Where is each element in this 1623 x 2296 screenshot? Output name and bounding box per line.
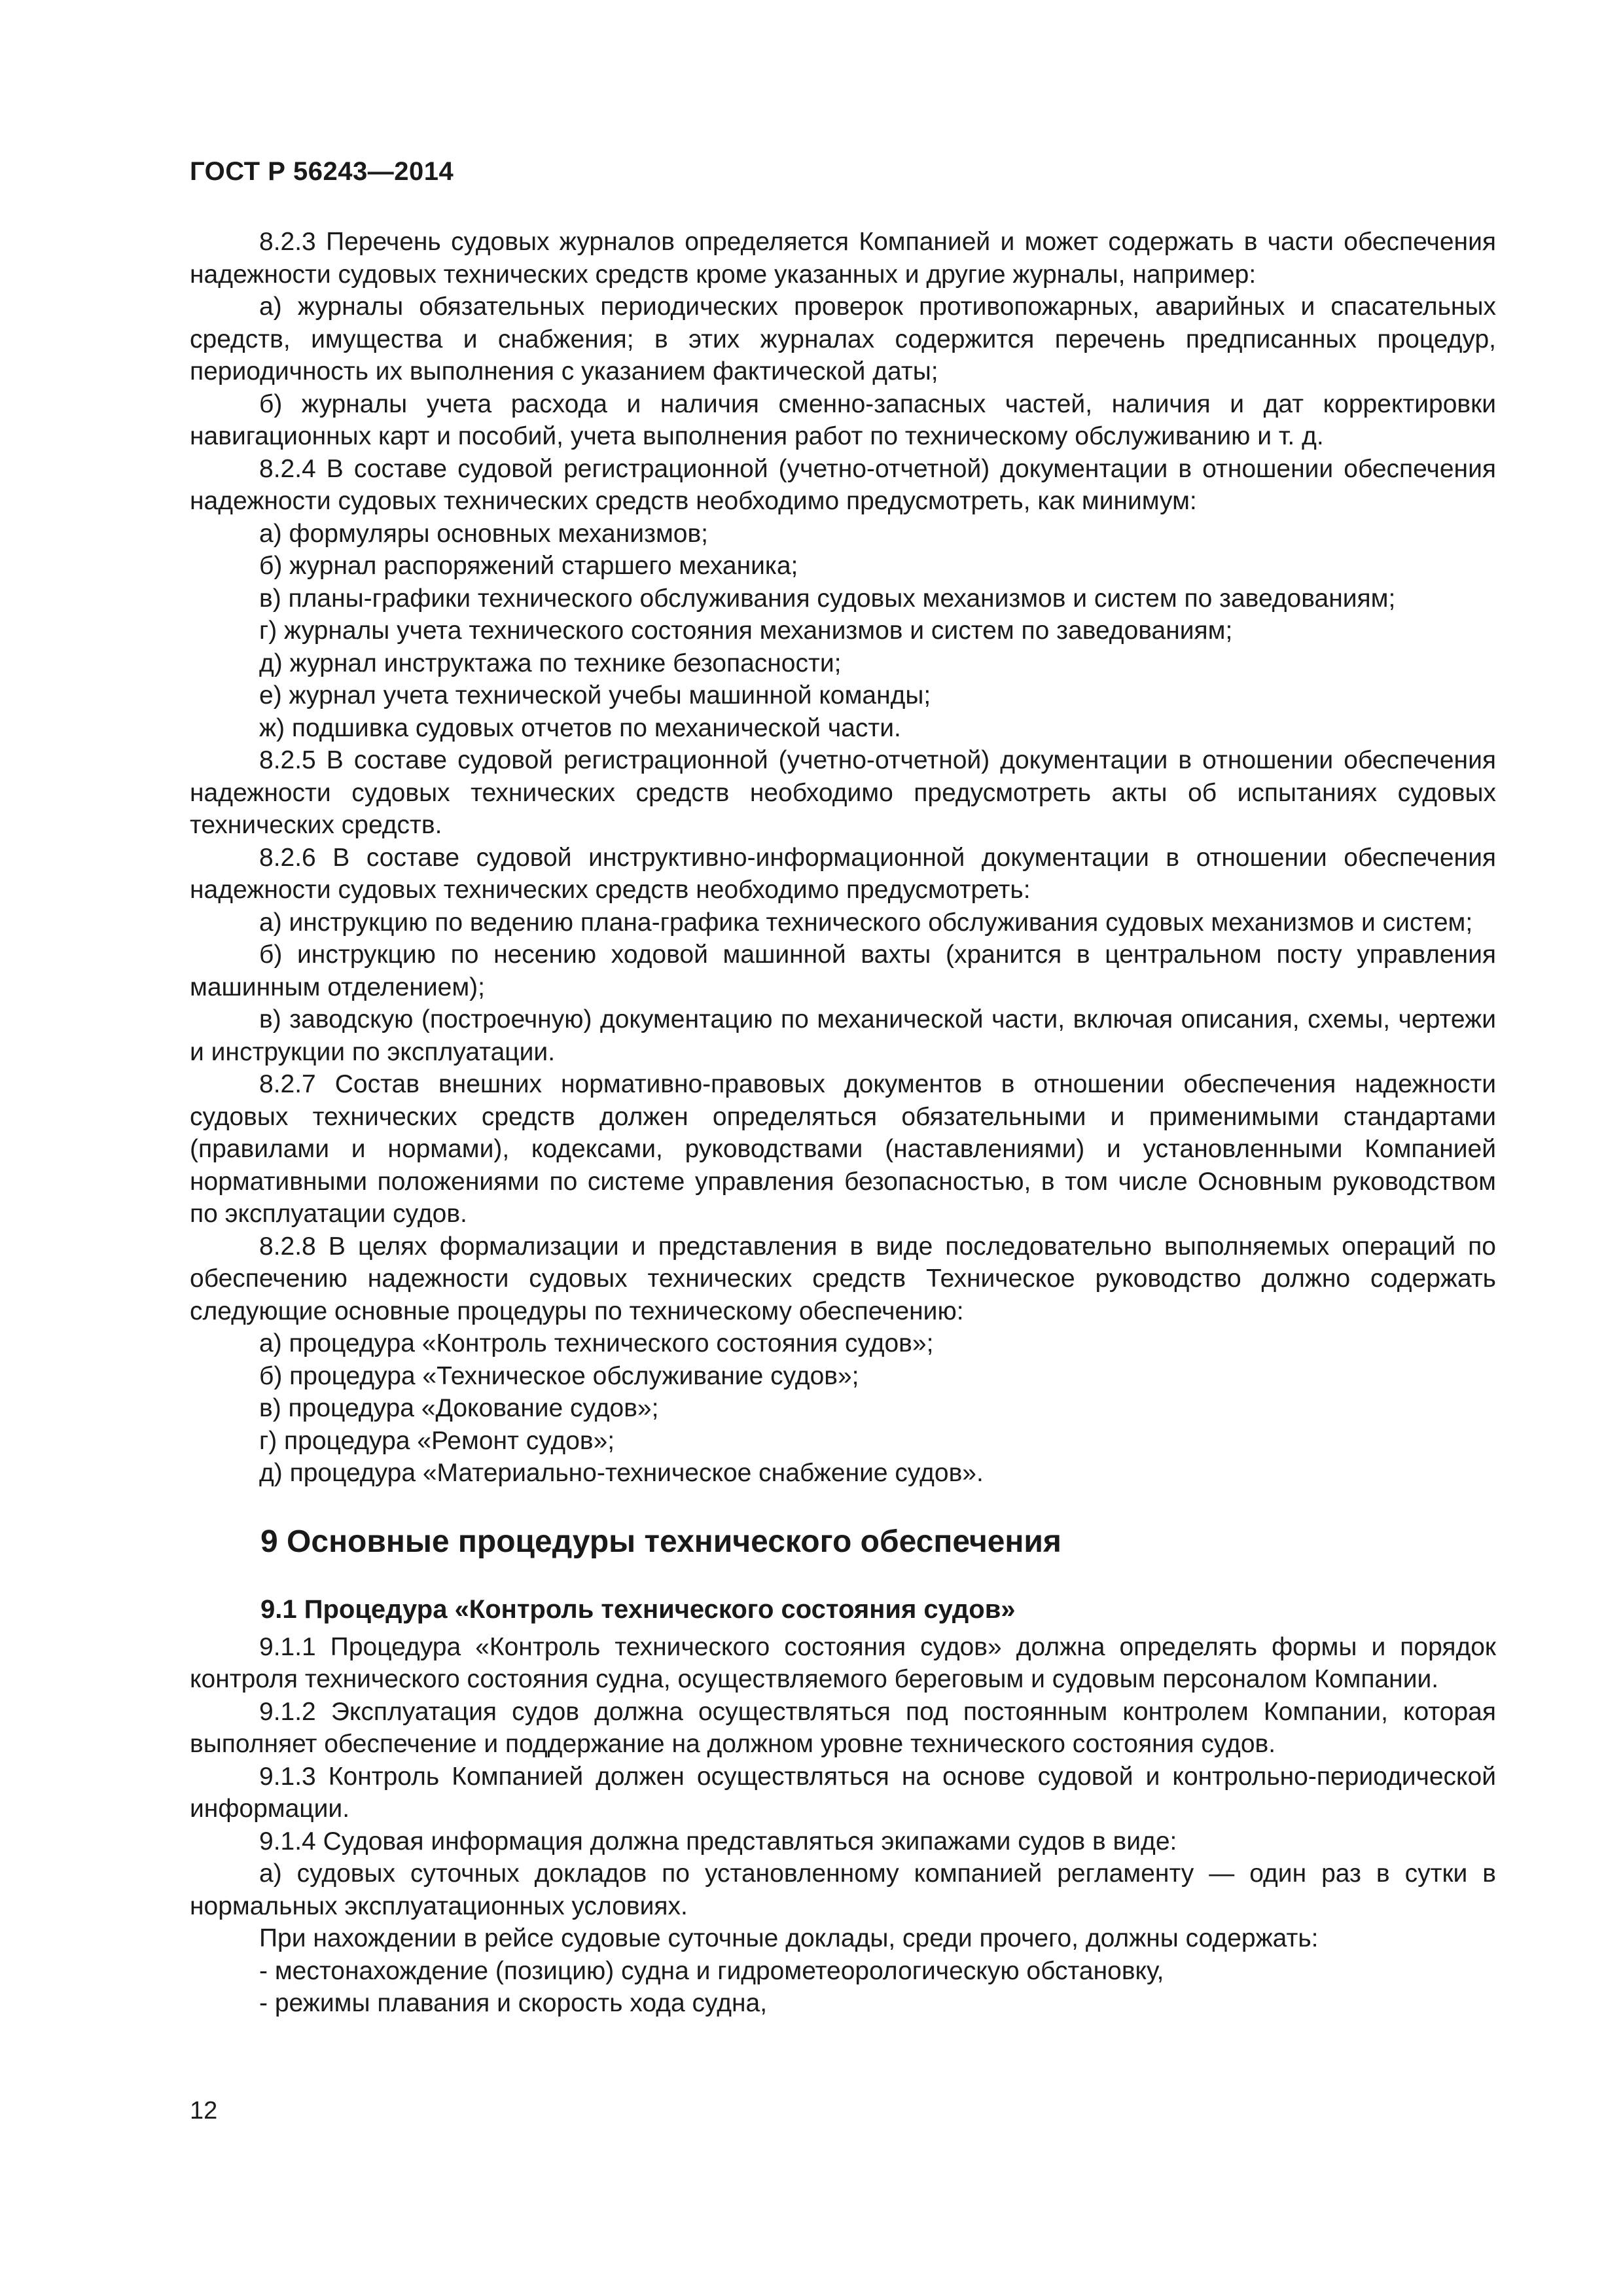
list-item: г) журналы учета технического состояния механизмов и систем по заведованиям; xyxy=(259,617,1233,645)
paragraph: 8.2.8 В целях формализации и представления в виде последовательно выполняемых операций по обеспечению надежности судовых технических средств Техническое руководство должно содержать следующие основные процедуры по техническому обеспечению: xyxy=(190,1232,1496,1325)
list-item: а) журналы обязательных периодических проверок противопожарных, аварийных и спасательных средств, имущества и снабжения; в этих журналах содержится перечень предписанных процедур, периодичность их выполнения с указанием фактической даты; xyxy=(190,293,1496,386)
list-item: а) процедура «Контроль технического состояния судов»; xyxy=(259,1329,934,1357)
page-number: 12 xyxy=(190,2097,218,2125)
section-heading: 9 Основные процедуры технического обеспечения xyxy=(260,1524,1061,1559)
paragraph: 8.2.5 В составе судовой регистрационной (учетно-отчетной) документации в отношении обеспечения надежности судовых технических средств необходимо предусмотреть акты об испытаниях судовых технических средств. xyxy=(190,746,1496,839)
list-item: а) инструкцию по ведению плана-графика технического обслуживания судовых механизмов и систем; xyxy=(259,908,1473,937)
list-item: б) инструкцию по несению ходовой машинной вахты (хранится в центральном посту управления машинным отделением); xyxy=(190,941,1496,1001)
list-item: а) формуляры основных механизмов; xyxy=(259,519,709,548)
list-item: г) процедура «Ремонт судов»; xyxy=(259,1426,615,1455)
list-item: е) журнал учета технической учебы машинной команды; xyxy=(259,681,931,709)
document-header-title: ГОСТ Р 56243—2014 xyxy=(190,157,454,186)
dash-list-item: - местонахождение (позицию) судна и гидрометеорологическую обстановку, xyxy=(259,1956,1164,1985)
paragraph: 8.2.6 В составе судовой инструктивно-информационной документации в отношении обеспечения надежности судовых технических средств необходимо предусмотреть: xyxy=(190,843,1496,904)
list-item: б) процедура «Техническое обслуживание судов»; xyxy=(259,1361,859,1390)
paragraph: При нахождении в рейсе судовые суточные доклады, среди прочего, должны содержать: xyxy=(259,1924,1319,1952)
list-item: ж) подшивка судовых отчетов по механической части. xyxy=(259,713,901,742)
list-item: в) процедура «Докование судов»; xyxy=(259,1394,659,1422)
list-item: в) планы-графики технического обслуживания судовых механизмов и систем по заведованиям; xyxy=(259,584,1396,613)
list-item: б) журнал распоряжений старшего механика; xyxy=(259,552,798,580)
list-item: д) журнал инструктажа по технике безопасности; xyxy=(259,649,842,677)
paragraph: 9.1.2 Эксплуатация судов должна осуществляться под постоянным контролем Компании, которая выполняет обеспечение и поддержание на должном уровне технического состояния судов. xyxy=(190,1697,1496,1758)
list-item: д) процедура «Материально-техническое снабжение судов». xyxy=(259,1459,984,1487)
paragraph: 9.1.4 Судовая информация должна представляться экипажами судов в виде: xyxy=(259,1827,1177,1856)
paragraph: 8.2.7 Состав внешних нормативно-правовых документов в отношении обеспечения надежности судовых технических средств должен определяться обязательными и применимыми стандартами (правилами и нормами), кодексами, руководствами (наставлениями) и установленными Компанией нормативными положениями по системе управления безопасностью, в том числе Основным руководством по эксплуатации судов. xyxy=(190,1070,1496,1228)
paragraph: 8.2.3 Перечень судовых журналов определяется Компанией и может содержать в части обеспечения надежности судовых технических средств кроме указанных и другие журналы, например: xyxy=(190,228,1496,289)
paragraph: 9.1.1 Процедура «Контроль технического состояния судов» должна определять формы и порядок контроля технического состояния судна, осуществляемого береговым и судовым персоналом Компании. xyxy=(190,1632,1496,1693)
page-content xyxy=(190,226,1496,2020)
paragraph: 9.1.3 Контроль Компанией должен осуществляться на основе судовой и контрольно-периодической информации. xyxy=(190,1762,1496,1823)
dash-list-item: - режимы плавания и скорость хода судна, xyxy=(259,1989,768,2017)
list-item: в) заводскую (построечную) документацию по механической части, включая описания, схемы, чертежи и инструкции по эксплуатации. xyxy=(190,1005,1496,1066)
subsection-heading: 9.1 Процедура «Контроль технического состояния судов» xyxy=(260,1594,1016,1624)
list-item: б) журналы учета расхода и наличия сменно-запасных частей, наличия и дат корректировки навигационных карт и пособий, учета выполнения работ по техническому обслуживанию и т. д. xyxy=(190,389,1496,450)
list-item: а) судовых суточных докладов по установленному компанией регламенту — один раз в сутки в нормальных эксплуатационных условиях. xyxy=(190,1859,1496,1920)
paragraph: 8.2.4 В составе судовой регистрационной (учетно-отчетной) документации в отношении обеспечения надежности судовых технических средств необходимо предусмотреть, как минимум: xyxy=(190,454,1496,515)
